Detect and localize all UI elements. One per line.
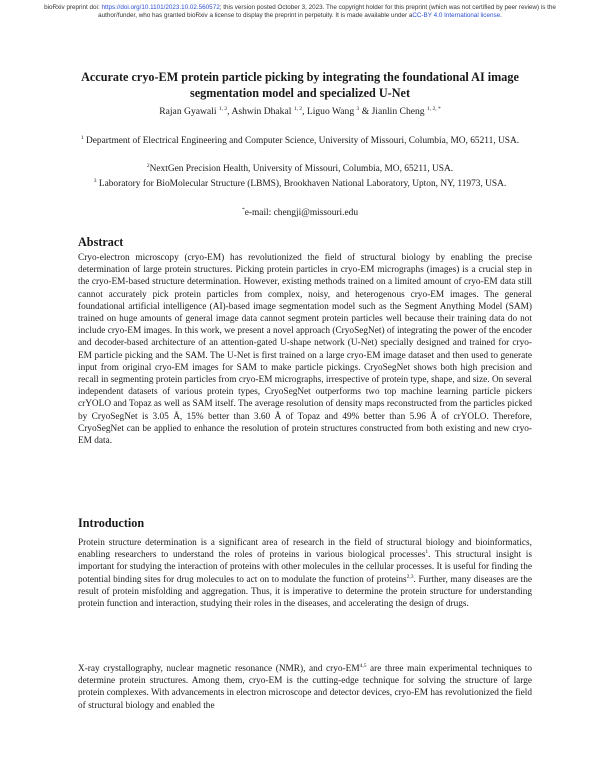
- abstract-body: Cryo-electron microscopy (cryo-EM) has revolutionized the field of structural biology by enabling the precise determination of large protein structures. Picking protein particles in cryo-EM micrographs (images) is a crucial step in the cryo-EM-based structure determination. However, existing methods trained on a limited amount of cryo-EM data still cannot accurately pick protein particles from complex, noisy, and heterogenous cryo-EM images. The general foundational artificial intelligence (AI)-based image segmentation model such as the Segment Anything Model (SAM) trained on huge amounts of general image data cannot segment protein particles well because their training data do not include cryo-EM images. In this work, we present a novel approach (CryoSegNet) of integrating the power of the encoder and decoder-based architecture of an attention-gated U-shape network (U-Net) specially designed and trained for cryo-EM particle picking and the SAM. The U-Net is first trained on a large cryo-EM image dataset and then used to generate input from original cryo-EM images for SAM to make particle pickings. CryoSegNet shows both high precision and recall in segmenting protein particles from cryo-EM micrographs, irrespective of protein type, shape, and size. On several independent datasets of various protein types, CryoSegNet outperforms two top machine learning particle pickers crYOLO and Topaz as well as SAM itself. The average resolution of density maps reconstructed from the particles picked by CryoSegNet is 3.05 Å, 15% better than 3.60 Å of Topaz and 49% better than 5.96 Å of crYOLO. Therefore, CryoSegNet can be applied to enhance the resolution of protein structures constructed from both existing and new cryo-EM data.: [78, 253, 532, 447]
- banner-suffix: .: [500, 11, 502, 19]
- author-name: Rajan Gyawali: [159, 106, 217, 118]
- text-run: X-ray crystallography, nuclear magnetic resonance (NMR), and cryo-EM: [78, 664, 360, 674]
- affiliation-text: Department of Electrical Engineering and Computer Science, University of Missouri, Columbia, MO, 65211, USA.: [85, 136, 520, 147]
- citation: 1: [425, 549, 429, 556]
- affiliation-mark: 3: [93, 178, 97, 184]
- author-affiliation-mark: 3: [356, 106, 360, 112]
- citation: 4,5: [359, 662, 367, 669]
- preprint-banner: [30, 4, 570, 19]
- banner-mid: ; this version posted October 3, 2023. The copyright holder for this preprint (which was not certified by peer review) is the author/funder, who has granted bioRxiv a license to display the preprint in perpetuity. It is made available under a: [98, 4, 556, 19]
- email-text: e-mail: chengji@missouri.edu: [244, 208, 359, 219]
- affiliation-mark: 2: [146, 163, 150, 169]
- author-list: [60, 106, 540, 117]
- author-affiliation-mark: 1, 2, *: [427, 106, 441, 112]
- author-name: Ashwin Dhakal: [231, 106, 292, 118]
- text-run: . Further, many diseases are the result of protein misfolding and aggregation. Thus, it is imperative to determine the protein structure for understanding protein function and interaction, studying their roles in the diseases, and accelerating the design of drugs.: [78, 574, 532, 610]
- author-affiliation-mark: 1, 2: [293, 106, 303, 112]
- author-name: Jianlin Cheng: [371, 106, 425, 118]
- text-run: . This structural insight is important for studying the interaction of proteins with other molecules in the cellular processes. It is useful for finding the potential binding sites for drug molecules to act on to modulate the function of proteins: [78, 550, 532, 585]
- email-mark: *: [241, 207, 245, 213]
- text-run: are three main experimental techniques to determine protein structures. Among them, cryo-EM is the cutting-edge technique for solving the structure of large protein complexes. With advancements in electron microscope and detector devices, cryo-EM has revolutionized the field of structural biology and enabled the: [78, 664, 532, 711]
- affiliation-1: [72, 132, 528, 148]
- paper-title: Accurate cryo-EM protein particle picking by integrating the foundational AI image segmentation model and specialized U-Net: [81, 70, 519, 100]
- author-separator: ,: [302, 106, 307, 118]
- affiliation-text: NextGen Precision Health, University of Missouri, Columbia, MO, 65211, USA.: [149, 164, 454, 175]
- author-name: Liguo Wang: [306, 106, 355, 118]
- text-run: Protein structure determination is a significant area of research in the field of structural biology and bioinformatics, enabling researchers to understand the roles of proteins in various biological processes: [78, 538, 532, 561]
- corresponding-email: [60, 207, 540, 218]
- author-separator: &: [359, 106, 372, 118]
- affiliation-2: [72, 160, 528, 176]
- license-link[interactable]: CC-BY 4.0 International license: [412, 11, 501, 19]
- author-separator: ,: [227, 106, 232, 118]
- abstract-heading: Abstract: [78, 235, 124, 249]
- doi-link[interactable]: https://doi.org/10.1101/2023.10.02.560572: [101, 4, 220, 11]
- banner-prefix: bioRxiv preprint doi:: [44, 4, 102, 11]
- introduction-paragraph-2: [78, 663, 532, 712]
- author-affiliation-mark: 1, 2: [218, 106, 228, 112]
- affiliation-mark: 1: [80, 135, 84, 141]
- citation: 2,3: [406, 573, 414, 580]
- introduction-paragraph-1: [78, 537, 532, 610]
- affiliation-text: Laboratory for BioMolecular Structure (LBMS), Brookhaven National Laboratory, Upton, NY, 11973, USA.: [98, 179, 507, 190]
- introduction-heading: Introduction: [78, 516, 145, 530]
- affiliation-3: [72, 175, 528, 191]
